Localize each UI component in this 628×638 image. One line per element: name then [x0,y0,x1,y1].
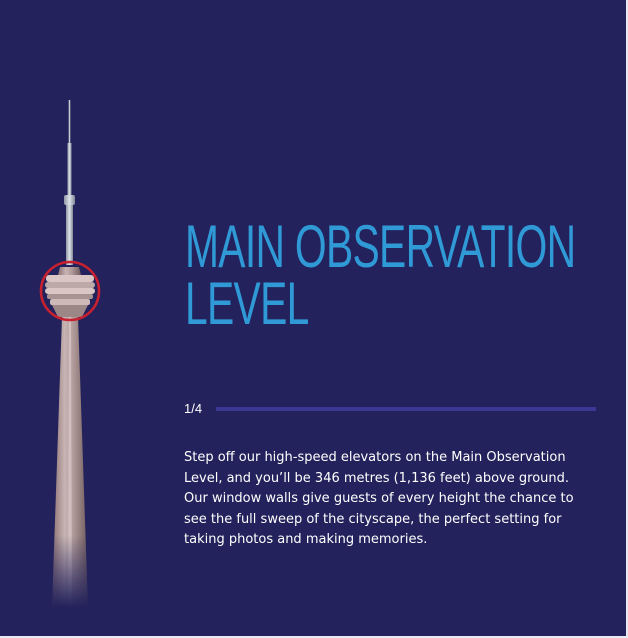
description-text: Step off our high-speed elevators on the Main Observation Level, and you’ll be 346 metres (1,136 feet) above ground. Our window walls give guests of every height the chance to see the full sweep of the cityscape, the perfect setting for taking photos and making memories. [184,450,574,547]
title-line-1: MAIN OBSERVATION [185,213,576,280]
progress-track[interactable] [216,407,596,411]
cn-tower-illustration [20,95,120,607]
title-line-2: LEVEL [185,270,309,337]
page-title [185,213,576,337]
slide-counter: 1/4 [184,401,203,416]
slide-pager [184,400,596,420]
progress-fill [216,407,311,411]
